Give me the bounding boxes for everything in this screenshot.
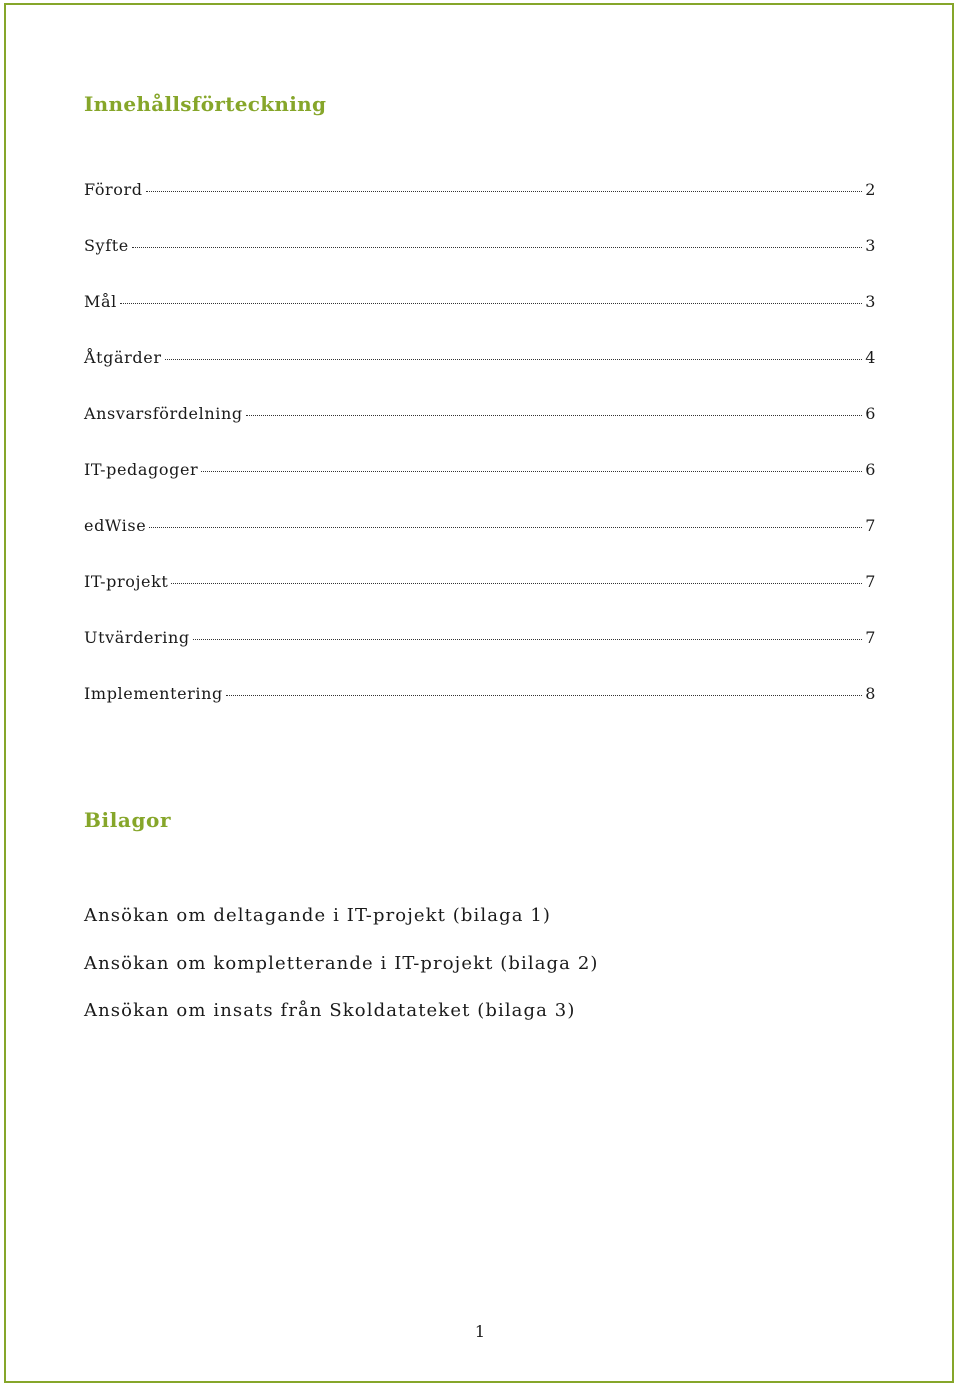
toc-list	[84, 180, 876, 740]
toc-entry[interactable]	[84, 572, 876, 628]
toc-entry-page: 6	[865, 460, 876, 479]
dot-leader	[226, 695, 862, 696]
toc-entry[interactable]	[84, 516, 876, 572]
toc-entry-label: Åtgärder	[84, 348, 162, 367]
toc-entry[interactable]	[84, 404, 876, 460]
toc-entry[interactable]	[84, 292, 876, 348]
dot-leader	[132, 247, 862, 248]
appendices-heading: Bilagor	[84, 808, 172, 832]
toc-entry[interactable]	[84, 180, 876, 236]
toc-entry-page: 6	[865, 404, 876, 423]
toc-entry-label: IT-pedagoger	[84, 460, 199, 479]
toc-entry-page: 7	[865, 628, 876, 647]
toc-entry-page: 3	[865, 236, 876, 255]
dot-leader	[246, 415, 863, 416]
toc-entry-page: 7	[865, 572, 876, 591]
toc-entry[interactable]	[84, 460, 876, 516]
dot-leader	[201, 471, 862, 472]
dot-leader	[120, 303, 862, 304]
toc-entry-label: IT-projekt	[84, 572, 169, 591]
toc-entry[interactable]	[84, 684, 876, 740]
toc-entry-page: 2	[865, 180, 876, 199]
toc-entry-label: Ansvarsfördelning	[84, 404, 243, 423]
appendix-item: Ansökan om deltagande i IT-projekt (bilaga 1)	[84, 905, 552, 926]
toc-entry-label: edWise	[84, 516, 147, 535]
dot-leader	[165, 359, 863, 360]
appendix-item: Ansökan om insats från Skoldatateket (bilaga 3)	[84, 1000, 576, 1021]
appendix-item: Ansökan om kompletterande i IT-projekt (bilaga 2)	[84, 952, 599, 974]
dot-leader	[171, 583, 862, 584]
toc-entry-page: 8	[865, 684, 876, 703]
appendix-list	[84, 905, 599, 1048]
page-number: 1	[474, 1322, 486, 1341]
toc-entry[interactable]	[84, 236, 876, 292]
toc-entry-label: Mål	[84, 292, 117, 311]
toc-entry-page: 3	[865, 292, 876, 311]
dot-leader	[146, 191, 863, 192]
toc-entry-label: Syfte	[84, 236, 129, 255]
toc-entry[interactable]	[84, 348, 876, 404]
toc-heading: Innehållsförteckning	[84, 92, 327, 116]
dot-leader	[149, 527, 862, 528]
toc-entry-label: Förord	[84, 180, 143, 199]
toc-entry-page: 7	[865, 516, 876, 535]
dot-leader	[193, 639, 862, 640]
toc-entry-page: 4	[865, 348, 876, 367]
toc-entry-label: Implementering	[84, 684, 223, 703]
toc-entry[interactable]	[84, 628, 876, 684]
toc-entry-label: Utvärdering	[84, 628, 190, 647]
